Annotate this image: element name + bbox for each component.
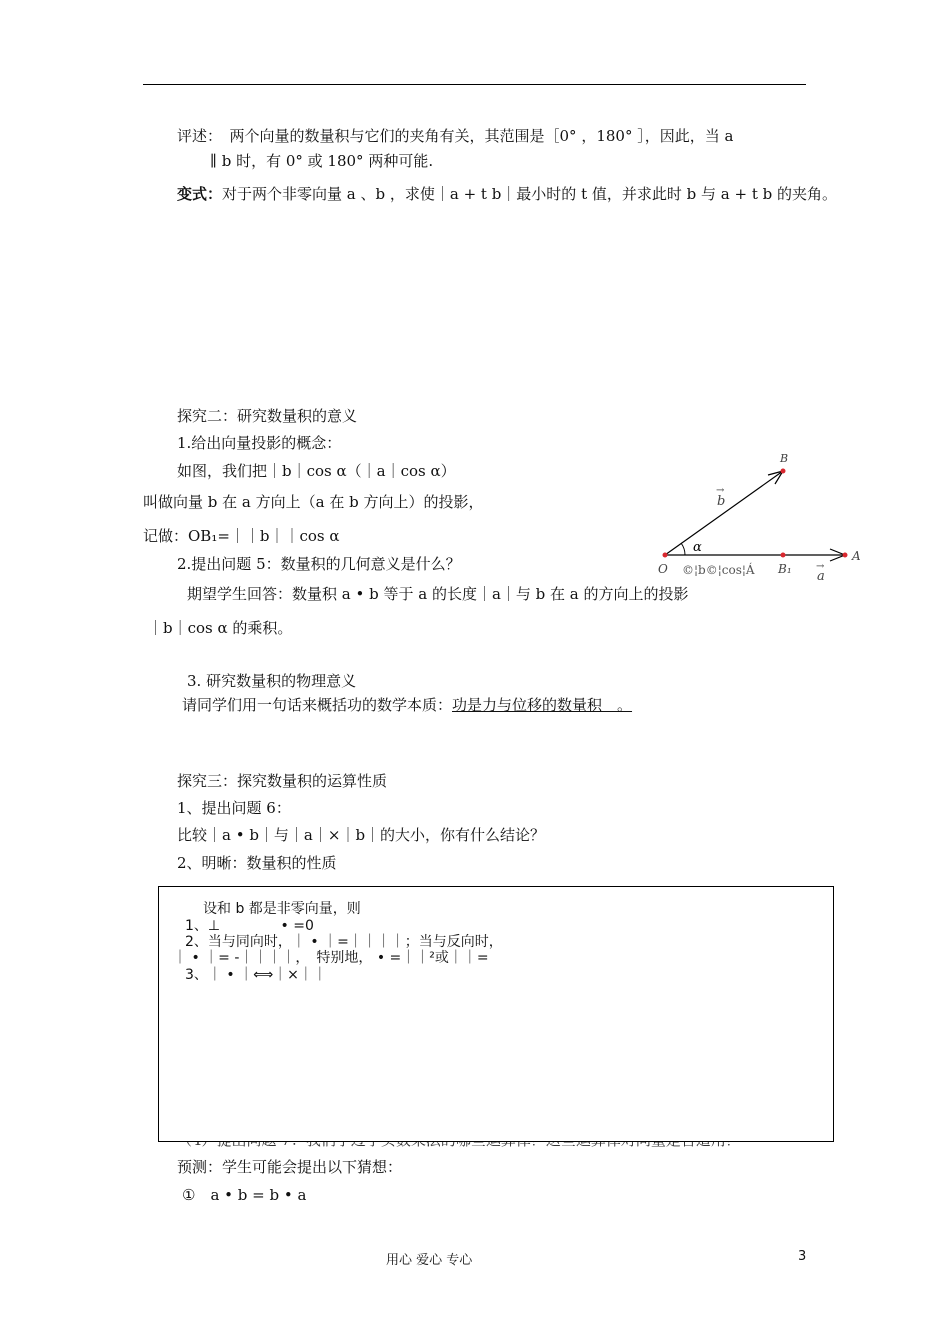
label-alpha: α (693, 540, 702, 555)
header-rule (143, 84, 806, 85)
explore2-item-3: 3. 研究数量积的物理意义 (187, 672, 357, 690)
properties-box (158, 886, 834, 1142)
label-a: a (817, 569, 825, 584)
work-prompt-line (182, 695, 632, 715)
label-A: A (852, 549, 861, 563)
work-prompt: 请同学们用一句话来概括功的数学本质： (182, 696, 453, 714)
expected-answer-2: ｜b｜cos α 的乘积。 (148, 619, 293, 637)
variant-line (177, 184, 837, 204)
box-line-2: 2、当与同向时，｜ • ｜=｜｜｜｜；当与反向时， (185, 934, 503, 950)
explore2-heading: 探究二：研究数量积的意义 (177, 407, 358, 425)
label-B: B (780, 452, 789, 465)
variant-text: 对于两个非零向量 a 、b ，求使｜a + t b｜最小时的 t 值，并求此时 b 与 a + t b 的夹角。 (222, 185, 837, 203)
point-O (663, 553, 668, 558)
label-b-arrow: → (716, 485, 725, 496)
prediction: 预测：学生可能会提出以下猜想： (177, 1158, 403, 1176)
projection-diagram (640, 448, 870, 588)
box-line-0: 设和 b 都是非零向量，则 (203, 901, 361, 917)
work-answer: 功是力与位移的数量积 。 (452, 696, 633, 714)
point-A (843, 553, 848, 558)
projection-line-a: 如图，我们把｜b｜cos α（｜a｜cos α） (177, 462, 456, 480)
explore3-heading: 探究三：探究数量积的运算性质 (177, 772, 388, 790)
label-garbled: ©¦b©¦cos¦Á (682, 563, 755, 577)
expected-answer-1: 期望学生回答：数量积 a • b 等于 a 的长度｜a｜与 b 在 a 的方向上的投影 (187, 585, 689, 603)
explore2-item-1: 1.给出向量投影的概念： (177, 434, 342, 452)
review-line-2: ∥ b 时，有 0° 或 180° 两种可能. (210, 152, 434, 170)
box-line-4: 3、｜ • ｜⟺｜×｜｜ (185, 967, 327, 983)
label-O: O (658, 562, 668, 576)
point-B (781, 469, 786, 474)
label-b: b (717, 494, 726, 509)
projection-line-b: 叫做向量 b 在 a 方向上（a 在 b 方向上）的投影， (143, 493, 484, 511)
page-number: 3 (798, 1249, 807, 1264)
variant-label: 变式： (177, 185, 223, 203)
box-line-3: ｜ • ｜= -｜｜｜｜， 特别地， • =｜｜²或｜｜= (173, 950, 489, 966)
projection-line-c: 记做：OB₁=｜｜b｜｜cos α (143, 527, 340, 545)
label-B1: B₁ (778, 562, 792, 576)
point-B1 (781, 553, 786, 558)
explore2-item-2: 2.提出问题 5：数量积的几何意义是什么？ (177, 555, 461, 573)
conjecture-1: ① a • b = b • a (182, 1186, 307, 1204)
footer-motto: 用心 爱心 专心 (386, 1253, 473, 1268)
box-line-1: 1、⊥ • =0 (185, 918, 314, 934)
compare-question: 比较｜a • b｜与｜a｜×｜b｜的大小，你有什么结论？ (177, 826, 546, 844)
explore3-item-1: 1、提出问题 6： (177, 799, 291, 817)
angle-arc (681, 543, 685, 555)
label-a-arrow: → (816, 561, 825, 572)
vector-b-line (665, 471, 783, 555)
explore3-item-2: 2、明晰：数量积的性质 (177, 854, 337, 872)
review-line-1: 评述： 两个向量的数量积与它们的夹角有关，其范围是［0° ，180° ］，因此，当 a (177, 127, 734, 145)
